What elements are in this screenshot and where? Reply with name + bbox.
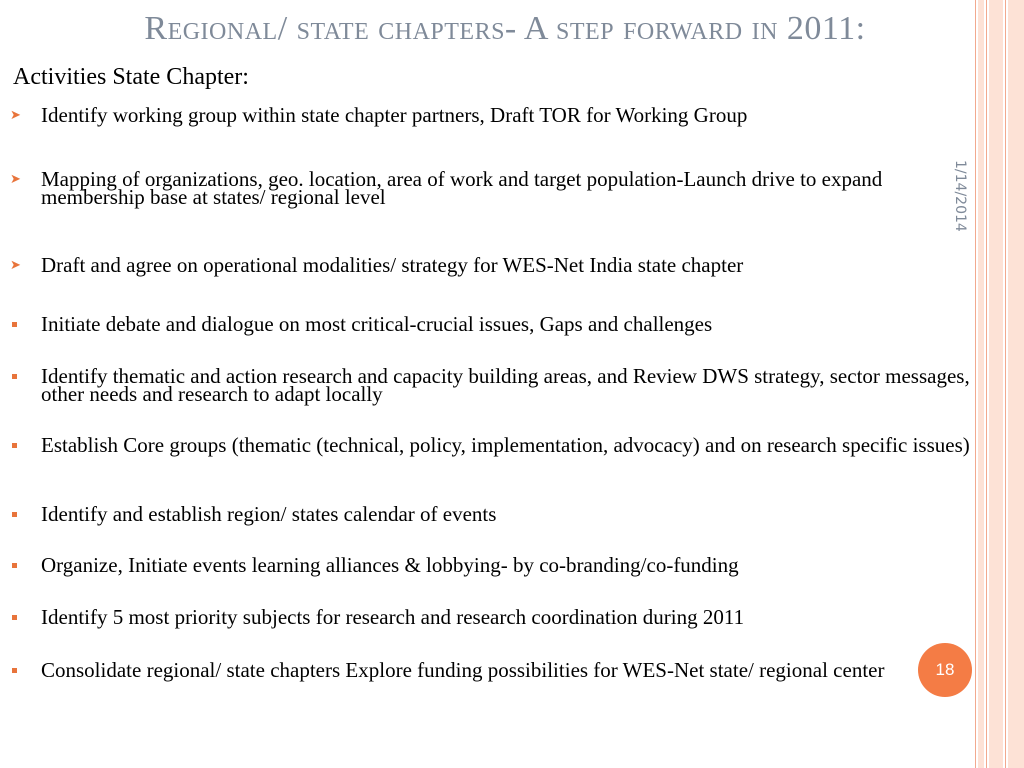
slide-title: Regional/ state chapters- A step forward in 2011: [144,10,866,47]
square-bullet-icon [12,322,17,327]
bullet-text: Mapping of organizations, geo. location, area of work and target population-Launch drive to expand membership base at states/ regional level [41,167,883,209]
page-number-badge: 18 [918,643,972,697]
bullet-text: Consolidate regional/ state chapters Explore funding possibilities for WES-Net state/ regional center [41,658,885,682]
bullet-item [10,253,995,277]
bullet-item [10,364,995,406]
arrow-bullet-icon: ➤ [10,108,21,123]
bullet-text: Identify 5 most priority subjects for research and research coordination during 2011 [41,605,745,629]
square-bullet-icon [12,443,17,448]
bullet-text: Identify and establish region/ states calendar of events [41,502,497,526]
slide-date: 1/14/2014 [952,160,968,232]
square-bullet-icon [12,668,17,673]
bullet-item [10,167,995,209]
bullet-item [10,502,995,526]
bullet-item [10,433,995,457]
bullet-item [10,103,995,127]
bullet-item [10,312,995,336]
bullet-item [10,553,995,577]
square-bullet-icon [12,512,17,517]
square-bullet-icon [12,615,17,620]
bullet-text: Identify working group within state chapter partners, Draft TOR for Working Group [41,103,748,127]
bullet-text: Draft and agree on operational modalities/ strategy for WES-Net India state chapter [41,253,744,277]
arrow-bullet-icon: ➤ [10,258,21,273]
bullet-item [10,658,995,682]
bullet-text: Initiate debate and dialogue on most critical-crucial issues, Gaps and challenges [41,312,713,336]
slide-subtitle: Activities State Chapter: [13,64,249,90]
square-bullet-icon [12,563,17,568]
arrow-bullet-icon: ➤ [10,172,21,187]
bullet-text: Organize, Initiate events learning alliances & lobbying- by co-branding/co-funding [41,553,739,577]
square-bullet-icon [12,374,17,379]
bullet-item [10,605,995,629]
bullet-text: Establish Core groups (thematic (technical, policy, implementation, advocacy) and on research specific issues) [41,433,970,457]
bullet-text: Identify thematic and action research and capacity building areas, and Review DWS strategy, sector messages, other needs and research to adapt locally [41,364,970,406]
